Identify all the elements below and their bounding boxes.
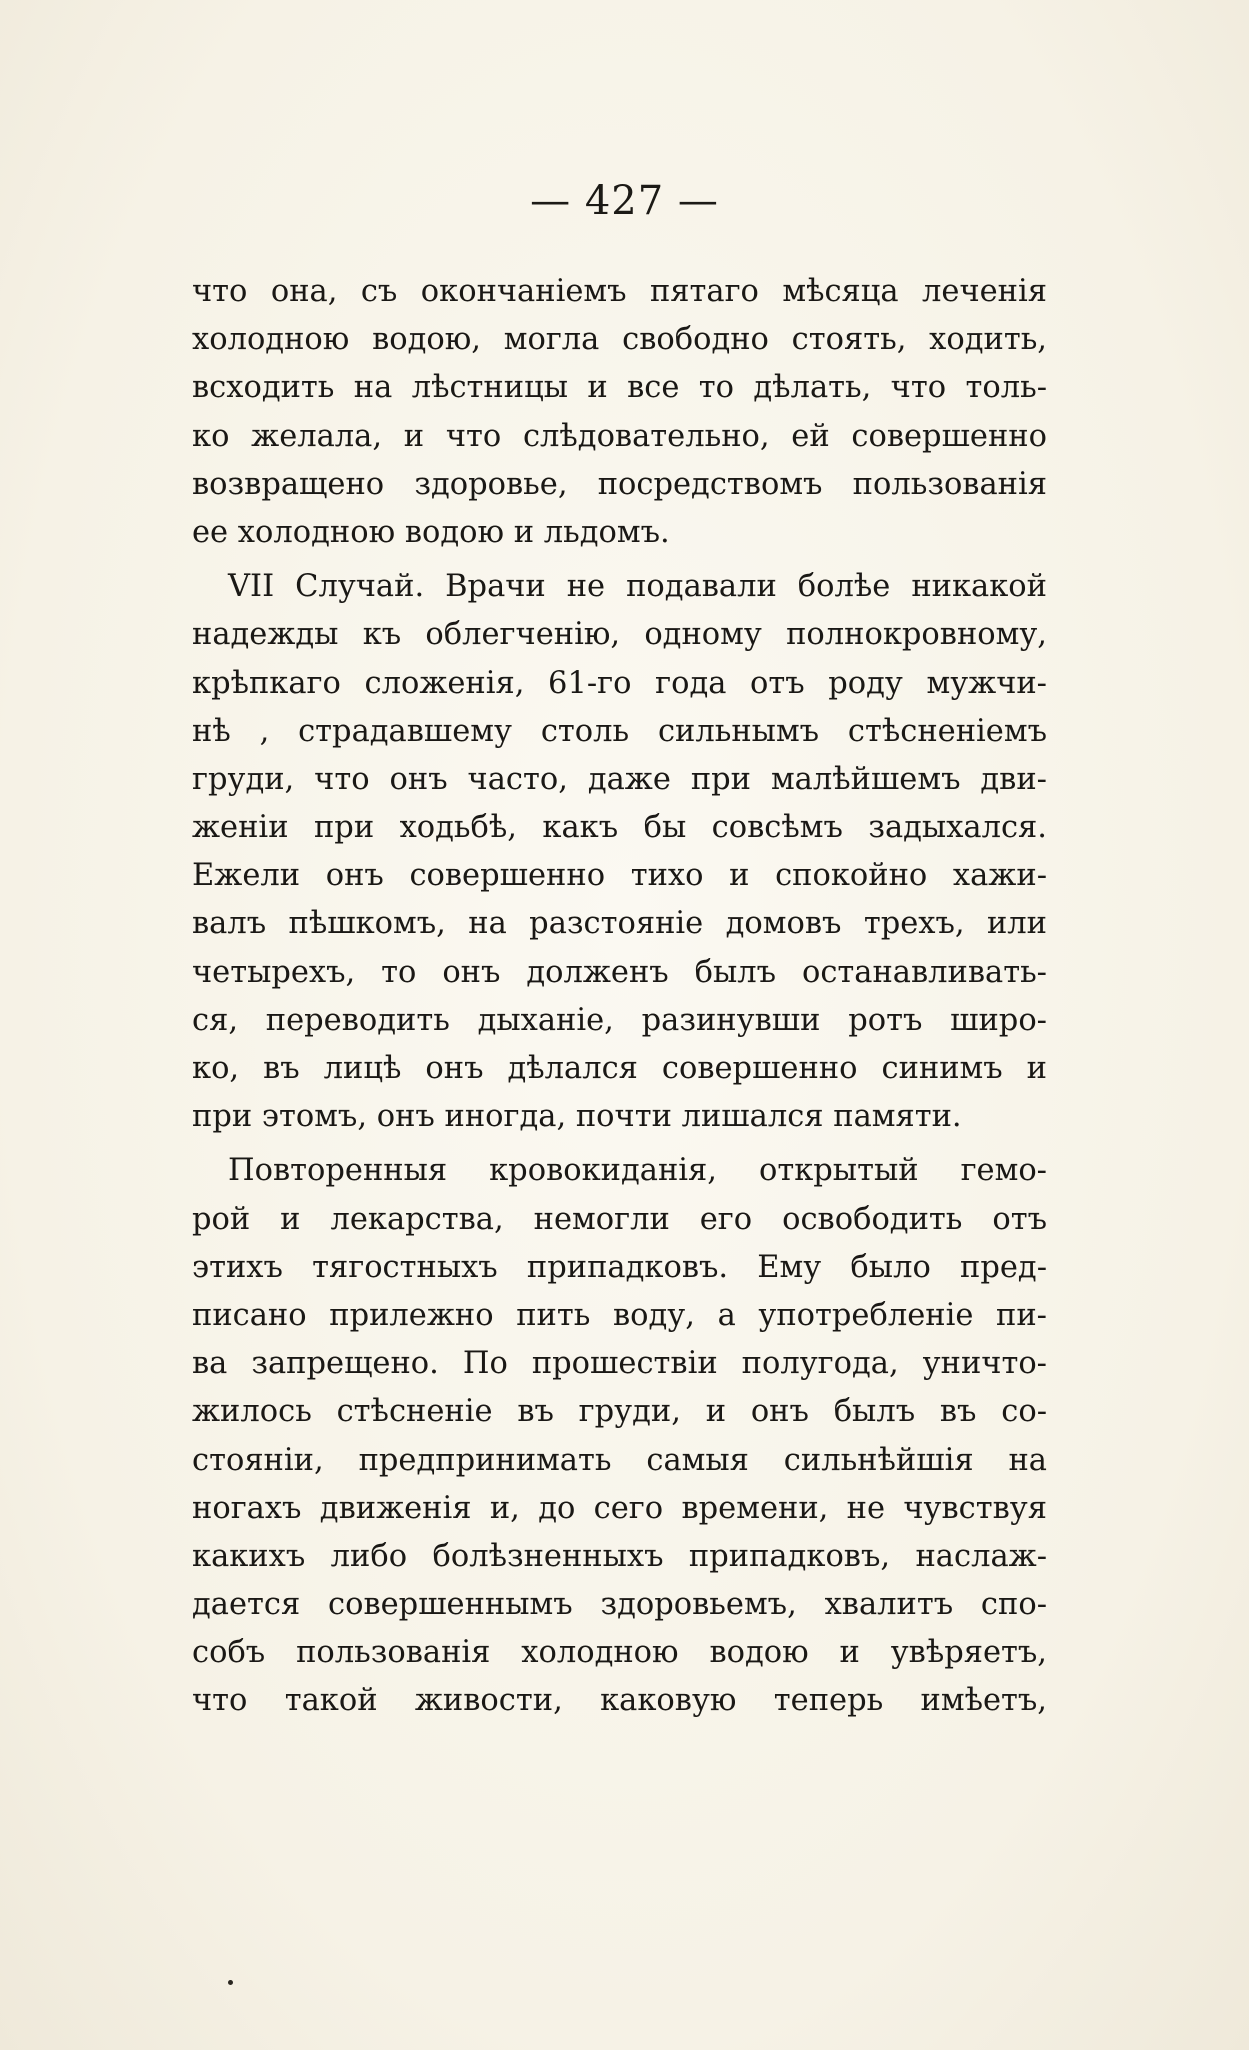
text-line: нѣ , страдавшему столь сильнымъ стѣсненіемъ bbox=[192, 713, 1047, 749]
text-line: что она, съ окончаніемъ пятаго мѣсяца леченія bbox=[192, 274, 1047, 309]
text-line: ее холодною водою и льдомъ. bbox=[192, 514, 670, 550]
text-line: ва запрещено. По прошествіи полугода, уничто- bbox=[192, 1346, 1047, 1382]
text-line: при этомъ, онъ иногда, почти лишался памяти. bbox=[192, 1099, 962, 1135]
text-line: что такой живости, каковую теперь имѣетъ, bbox=[192, 1683, 1047, 1719]
text-line: собъ пользованія холодною водою и увѣряетъ, bbox=[192, 1635, 1047, 1671]
text-line: крѣпкаго сложенія, 61-го года отъ роду мужчи- bbox=[192, 665, 1047, 701]
text-line: надежды къ облегченію, одному полнокровному, bbox=[192, 617, 1047, 653]
text-line: этихъ тягостныхъ припадковъ. Ему было пред- bbox=[192, 1249, 1047, 1285]
paragraph-start-line: Повторенныя кровокиданія, открытый гемо- bbox=[228, 1153, 1047, 1189]
text-line: ко желала, и что слѣдовательно, ей совершенно bbox=[192, 418, 1047, 454]
text-line: стояніи, предпринимать самыя сильнѣйшія на bbox=[192, 1442, 1047, 1478]
text-line: четырехъ, то онъ долженъ былъ останавливать- bbox=[192, 954, 1047, 990]
text-line: Ежели онъ совершенно тихо и спокойно хажи- bbox=[192, 858, 1047, 894]
print-speck bbox=[228, 1980, 233, 1985]
body-text bbox=[192, 268, 1047, 1726]
text-line: груди, что онъ часто, даже при малѣйшемъ дви- bbox=[192, 761, 1047, 797]
text-line: валъ пѣшкомъ, на разстояніе домовъ трехъ, или bbox=[192, 906, 1047, 942]
page-number: — 427 — bbox=[530, 178, 719, 224]
text-line: какихъ либо болѣзненныхъ припадковъ, наслаж- bbox=[192, 1538, 1047, 1574]
text-line: возвращено здоровье, посредствомъ пользованія bbox=[192, 466, 1047, 502]
text-line: рой и лекарства, немогли его освободить отъ bbox=[192, 1201, 1047, 1237]
text-line: ногахъ движенія и, до сего времени, не чувствуя bbox=[192, 1490, 1047, 1526]
text-line: жилось стѣсненіе въ груди, и онъ былъ въ со- bbox=[192, 1394, 1047, 1430]
text-line: всходить на лѣстницы и все то дѣлать, что толь- bbox=[192, 370, 1047, 406]
text-line: женіи при ходьбѣ, какъ бы совсѣмъ задыхался. bbox=[192, 810, 1047, 846]
text-line: дается совершеннымъ здоровьемъ, хвалитъ спо- bbox=[192, 1587, 1047, 1623]
text-line: ся, переводить дыханіе, разинувши ротъ широ- bbox=[192, 1002, 1047, 1038]
text-line: писано прилежно пить воду, а употребленіе пи- bbox=[192, 1297, 1047, 1333]
text-line: холодною водою, могла свободно стоять, ходить, bbox=[192, 322, 1047, 358]
text-line: ко, въ лицѣ онъ дѣлался совершенно синимъ и bbox=[192, 1051, 1047, 1086]
paragraph-start-line: VII Случай. Врачи не подавали болѣе никакой bbox=[228, 569, 1047, 605]
